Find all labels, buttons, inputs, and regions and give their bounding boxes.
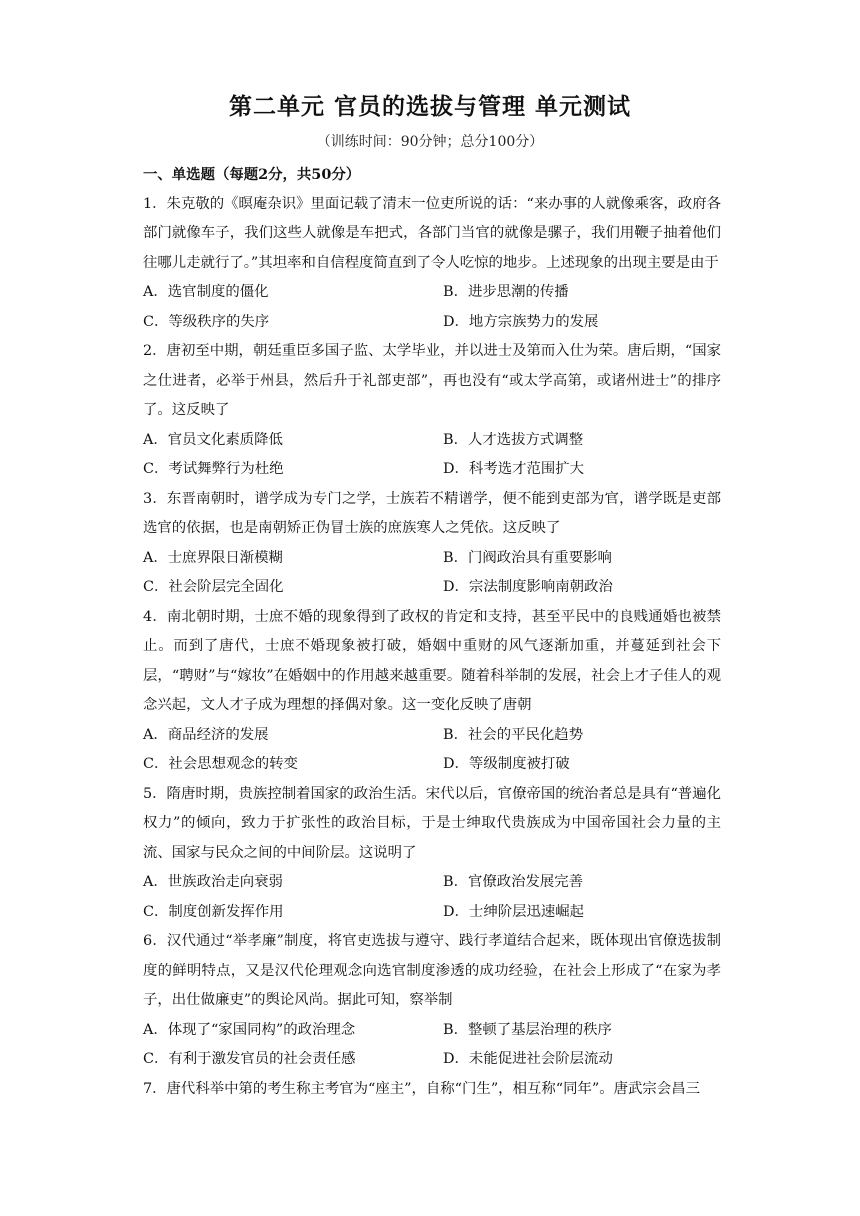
question-5 (143, 780, 721, 928)
section-heading: 一、单选题（每题2分，共50分） (143, 166, 361, 183)
option-row (143, 1016, 721, 1046)
option-c: C．考试舞弊行为杜绝 (143, 461, 284, 477)
option-a: A．世族政治走向衰弱 (143, 874, 283, 890)
option-row (143, 750, 721, 780)
option-c: C．社会阶层完全固化 (143, 579, 284, 595)
option-a: A．商品经济的发展 (143, 726, 269, 743)
option-row (143, 1045, 721, 1075)
question-7 (143, 1075, 721, 1105)
question-6 (143, 927, 721, 1075)
option-row (143, 721, 721, 751)
option-row (143, 898, 721, 928)
document-subtitle: （训练时间：90分钟；总分100分） (316, 134, 544, 150)
option-b: B．社会的平民化趋势 (443, 726, 584, 743)
question-2 (143, 337, 721, 485)
option-d: D．科考选才范围扩大 (443, 461, 585, 477)
option-row (143, 308, 721, 338)
question-stem: 7．唐代科举中第的考生称主考官为“座主”，自称“门生”，相互称“同年”。唐武宗会昌三 (143, 1080, 700, 1097)
option-row (143, 278, 721, 308)
option-c: C．有利于激发官员的社会责任感 (143, 1051, 356, 1067)
option-d: D．等级制度被打破 (443, 756, 570, 772)
option-row (143, 573, 721, 603)
option-row (143, 426, 721, 456)
option-row (143, 455, 721, 485)
option-b: B．整顿了基层治理的秩序 (443, 1021, 612, 1038)
question-stem: 6．汉代通过“举孝廉”制度，将官吏选拔与遵守、践行孝道结合起来，既体现出官僚选拔制度的鲜明特点，又是汉代伦理观念向选官制度渗透的成功经验，在社会上形成了“在家为孝子，出仕做廉吏”的舆论风尚。据此可知，察举制 (143, 933, 721, 1008)
option-a: A．体现了“家国同构”的政治理念 (143, 1021, 356, 1038)
option-a: A．选官制度的僵化 (143, 284, 269, 300)
option-c: C．等级秩序的失序 (143, 313, 270, 330)
question-3 (143, 485, 721, 603)
option-d: D．宗法制度影响南朝政治 (443, 579, 613, 595)
question-stem: 5．隋唐时期，贵族控制着国家的政治生活。宋代以后，官僚帝国的统治者总是具有“普遍化权力”的倾向，致力于扩张性的政治目标，于是士绅取代贵族成为中国帝国社会力量的主流、国家与民众之间的中间阶层。这说明了 (143, 785, 721, 861)
question-stem: 3．东晋南朝时，谱学成为专门之学，士族若不精谱学，便不能到吏部为官，谱学既是吏部选官的依据，也是南朝矫正伪冒士族的庶族寒人之凭依。这反映了 (143, 490, 721, 536)
option-b: B．进步思潮的传播 (443, 284, 569, 300)
option-c: C．社会思想观念的转变 (143, 756, 298, 772)
option-d: D．未能促进社会阶层流动 (443, 1051, 613, 1067)
option-b: B．门阀政治具有重要影响 (443, 549, 612, 566)
question-4 (143, 603, 721, 780)
option-d: D．士绅阶层迅速崛起 (443, 903, 585, 920)
question-stem: 2．唐初至中期，朝廷重臣多国子监、太学毕业，并以进士及第而入仕为荣。唐后期，“国家之仕进者，必举于州县，然后升于礼部吏部”，再也没有“或太学高第，或诸州进士”的排序了。这反映了 (143, 343, 722, 418)
question-stem: 1．朱克敬的《暝庵杂识》里面记载了清末一位吏所说的话：“来办事的人就像乘客，政府各部门就像车子，我们这些人就像是车把式，各部门当官的就像是骡子，我们用鞭子抽着他们往哪儿走就行了。”其坦率和自信程度简直到了令人吃惊的地步。上述现象的出现主要是由于 (143, 195, 721, 271)
option-b: B．官僚政治发展完善 (443, 874, 584, 890)
option-a: A．官员文化素质降低 (143, 431, 283, 448)
document-title: 第二单元 官员的选拔与管理 单元测试 (228, 93, 631, 120)
option-b: B．人才选拔方式调整 (443, 431, 584, 448)
question-stem: 4．南北朝时期，士庶不婚的现象得到了政权的肯定和支持，甚至平民中的良贱通婚也被禁止。而到了唐代，士庶不婚现象被打破，婚姻中重财的风气逐渐加重，并蔓延到社会下层，“聘财”与“嫁妆”在婚姻中的作用越来越重要。随着科举制的发展，社会上才子佳人的观念兴起，文人才子成为理想的择偶对象。这一变化反映了唐朝 (143, 608, 721, 713)
option-row (143, 868, 721, 898)
question-1 (143, 190, 721, 338)
question-list (143, 160, 721, 1104)
option-d: D．地方宗族势力的发展 (443, 313, 599, 330)
option-a: A．士庶界限日渐模糊 (143, 549, 283, 566)
option-row (143, 544, 721, 574)
option-c: C．制度创新发挥作用 (143, 903, 284, 920)
